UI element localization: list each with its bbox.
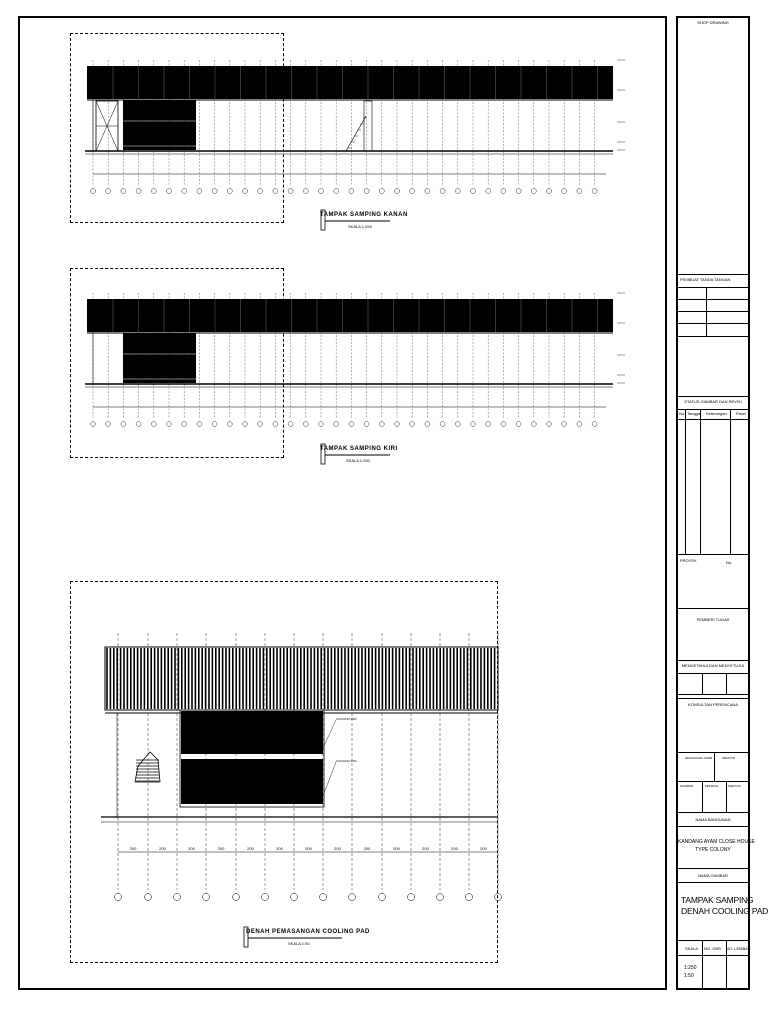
tb-nama-bangunan xyxy=(678,827,755,869)
tb-col-paraf: Paraf xyxy=(736,411,746,416)
tb-mengetahui xyxy=(678,661,748,699)
kiri-grid-bubble xyxy=(334,422,339,427)
view-frame-denah xyxy=(70,581,498,963)
denah-dim-label: 200 xyxy=(159,846,166,851)
kanan-grid-bubble xyxy=(288,189,293,194)
kiri-grid-bubble xyxy=(425,422,430,427)
tb-skala-label: SKALA xyxy=(685,946,698,951)
kiri-grid-bubble xyxy=(516,422,521,427)
kanan-grid-bubble xyxy=(440,189,445,194)
tb-pemberi-tugas xyxy=(678,609,748,661)
kanan-grid-bubble xyxy=(379,189,384,194)
label-cooling-pad-1: COOLING PAD xyxy=(336,717,357,721)
tb-proyek-label: PROYEK xyxy=(680,558,697,563)
tb-col-tanggal: Tanggal xyxy=(687,411,702,416)
title-block xyxy=(676,16,768,990)
denah-dim-label: 200 xyxy=(276,846,283,851)
tb-ng-1: TAMPAK SAMPING xyxy=(681,895,754,905)
kiri-grid-bubble xyxy=(288,422,293,427)
tb-cell-a: PENANGGUNG JAWAB xyxy=(685,757,713,760)
denah-dim-label: 200 xyxy=(451,846,458,851)
denah-dim-label: 200 xyxy=(363,846,371,851)
kiri-grid-bubble xyxy=(395,422,400,427)
kanan-grid-bubble xyxy=(486,189,491,194)
tb-blank xyxy=(678,337,748,397)
view-frame-kiri xyxy=(70,268,284,458)
tb-nama-gambar-label xyxy=(678,869,748,883)
kiri-grid-bubble xyxy=(303,422,308,427)
kiri-grid-bubble xyxy=(531,422,536,427)
kiri-grid-bubble xyxy=(577,422,582,427)
denah-dim-label: 200 xyxy=(188,846,195,851)
caption-tampak-kanan: TAMPAK SAMPING KANAN xyxy=(320,212,408,218)
kanan-grid-bubble xyxy=(334,189,339,194)
tb-cell-c: DIGAMBAR xyxy=(680,785,694,788)
kanan-grid-bubble xyxy=(425,189,430,194)
kanan-grid-bubble xyxy=(455,189,460,194)
tb-personnel xyxy=(678,753,748,813)
kiri-grid-bubble xyxy=(547,422,552,427)
kanan-grid-bubble xyxy=(364,189,369,194)
kiri-grid-bubble xyxy=(379,422,384,427)
tb-sig-left: PEMBUAT xyxy=(680,277,700,282)
kanan-stair-post xyxy=(364,101,372,151)
kanan-grid-bubble xyxy=(562,189,567,194)
caption-tampak-kiri: TAMPAK SAMPING KIRI xyxy=(320,446,398,452)
kanan-grid-bubble xyxy=(471,189,476,194)
tb-cell-e: DISETUJUI xyxy=(728,785,741,788)
kiri-grid-bubble xyxy=(471,422,476,427)
scale-tampak-kiri: SKALA 1:250 xyxy=(346,458,370,463)
tb-col-keterangan: Keterangan xyxy=(706,411,727,416)
tb-skala-2: 1:50 xyxy=(684,973,694,979)
kanan-grid-bubble xyxy=(547,189,552,194)
tb-status-title: STATUS GAMBAR DAN REVISI xyxy=(684,399,742,404)
kanan-stair xyxy=(346,116,366,151)
denah-dim-label: 200 xyxy=(422,846,429,851)
kanan-grid-bubble xyxy=(319,189,324,194)
kiri-grid-bubble xyxy=(562,422,567,427)
kanan-grid-bubble xyxy=(303,189,308,194)
tb-nogbr-label: NO. GBR xyxy=(704,946,721,951)
tb-cell-b: DIREKTUR xyxy=(722,757,735,760)
tb-status xyxy=(678,397,748,555)
kiri-grid-bubble xyxy=(410,422,415,427)
scale-denah: SKALA 1:50 xyxy=(288,941,310,946)
tb-nolembar-label: NO. LEMBAR xyxy=(726,946,751,951)
tb-nama-bangunan-label xyxy=(678,813,748,827)
tb-footer xyxy=(678,941,751,990)
kanan-grid-bubble xyxy=(349,189,354,194)
kiri-grid-bubble xyxy=(501,422,506,427)
kanan-grid-bubble xyxy=(516,189,521,194)
denah-dim-label: 200 xyxy=(247,846,254,851)
tb-col-no: No xyxy=(679,411,685,416)
tb-nb-1: KANDANG AYAM CLOSE HOUSE xyxy=(678,839,755,845)
kanan-grid-bubble xyxy=(395,189,400,194)
denah-dim-label: 200 xyxy=(217,846,225,851)
tb-nama-gambar xyxy=(678,883,768,941)
denah-dim-label: 200 xyxy=(334,846,341,851)
tb-ng-2: DENAH COOLING PAD xyxy=(681,906,768,916)
caption-denah: DENAH PEMASANGAN COOLING PAD xyxy=(246,929,370,935)
tb-mengetahui-label: MENGETAHUI DAN MENYETUJUI xyxy=(681,663,745,668)
denah-dim-label: 200 xyxy=(480,846,487,851)
kanan-grid-bubble xyxy=(531,189,536,194)
tb-cell-d: DIPERIKSA xyxy=(705,785,719,788)
kiri-grid-bubble xyxy=(592,422,597,427)
kanan-grid-bubble xyxy=(501,189,506,194)
kiri-grid-bubble xyxy=(455,422,460,427)
kanan-grid-bubble xyxy=(410,189,415,194)
tb-no-label: No. xyxy=(726,560,733,565)
tb-header: SHOP DRAWING xyxy=(697,20,729,25)
kiri-grid-bubble xyxy=(440,422,445,427)
label-cooling-pad-2: COOLING PAD xyxy=(336,759,357,763)
tb-skala-1: 1:250 xyxy=(684,965,697,971)
kiri-grid-bubble xyxy=(364,422,369,427)
tb-ng-label: NAMA GAMBAR xyxy=(698,873,728,878)
kanan-grid-bubble xyxy=(592,189,597,194)
tb-signature xyxy=(678,275,748,337)
kanan-grid-bubble xyxy=(577,189,582,194)
tb-proyek xyxy=(678,555,748,609)
kiri-grid-bubble xyxy=(349,422,354,427)
kiri-grid-bubble xyxy=(486,422,491,427)
denah-dim-label: 200 xyxy=(129,846,137,851)
tb-nb-2: TYPE COLONY xyxy=(695,847,731,853)
tb-pemberi-label: PEMBERI TUGAS xyxy=(696,617,730,622)
scale-tampak-kanan: SKALA 1:250 xyxy=(348,224,372,229)
view-frame-kanan xyxy=(70,33,284,223)
tb-nb-label: NAMA BANGUNAN xyxy=(695,817,731,822)
tb-sig-right: TANDA TANGAN xyxy=(700,277,731,282)
tb-konsultan-label: KONSULTAN PERENCANA xyxy=(688,702,738,707)
denah-dim-label: 200 xyxy=(305,846,312,851)
tb-konsultan xyxy=(678,699,748,753)
tb-shop-drawing xyxy=(678,18,748,275)
kiri-grid-bubble xyxy=(319,422,324,427)
denah-dim-label: 200 xyxy=(393,846,400,851)
